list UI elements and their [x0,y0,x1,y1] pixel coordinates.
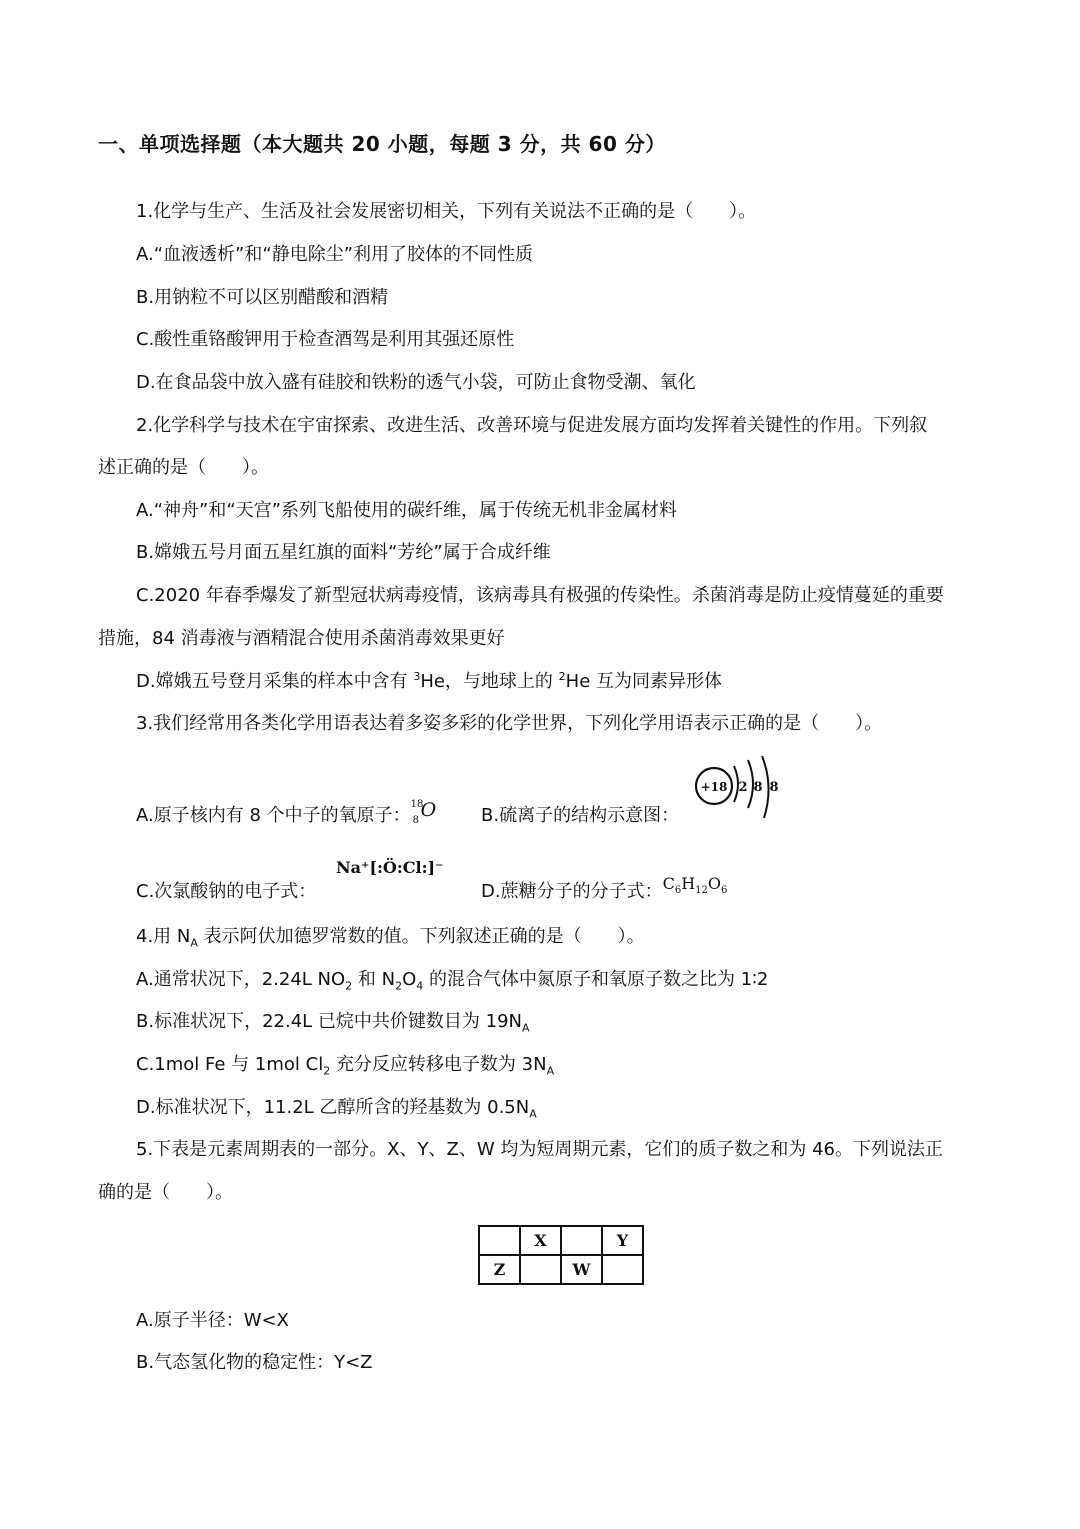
q2-d-text3: He 互为同素异形体 [565,671,722,692]
q2-d-text2: He，与地球上的 [420,671,559,692]
periodic-table-fragment [478,1225,644,1285]
nuclide-symbol: O [420,799,437,821]
q1-option-b: B.用钠粒不可以区别醋酸和酒精 [136,287,389,308]
table-cell: Y [602,1226,643,1255]
table-cell [520,1255,561,1284]
q2-d-sup1: 3 [413,670,421,683]
table-cell [479,1226,520,1255]
q2-option-a: A.“神舟”和“天宫”系列飞船使用的碳纤维，属于传统无机非金属材料 [136,500,678,521]
q4-a-text1: A.通常状况下，2.24L NO [136,969,346,990]
q4-a-sub3: 4 [416,979,424,993]
q4-c-sub1: 2 [323,1064,331,1078]
sodium-hypochlorite-electron-formula: Na⁺[:Ö:Cl:]⁻ [336,858,444,877]
q1-option-d: D.在食品袋中放入盛有硅胶和铁粉的透气小袋，可防止食物受潮、氧化 [136,372,696,393]
q2-stem-line2: 述正确的是（ ）。 [98,457,269,478]
q2-option-d [136,670,722,694]
table-cell: Z [479,1255,520,1284]
sulfide-ion-structure-diagram [690,756,790,822]
q2-option-c-line1: C.2020 年春季爆发了新型冠状病毒疫情，该病毒具有极强的传染性。杀菌消毒是防止疫情蔓延的重要 [136,585,944,606]
electron-shell-arc-1 [734,766,738,802]
q1-stem: 1.化学与生产、生活及社会发展密切相关，下列有关说法不正确的是（ ）。 [136,201,757,222]
shell-electrons-3: 8 [769,780,779,795]
q3-a-text: A.原子核内有 8 个中子的氧原子： [136,805,411,826]
q4-d-text: D.标准状况下，11.2L 乙醇所含的羟基数为 0.5N [136,1097,530,1118]
q2-option-c-line2: 措施，84 消毒液与酒精混合使用杀菌消毒效果更好 [98,628,505,649]
q2-stem-line1: 2.化学科学与技术在宇宙探索、改进生活、改善环境与促进发展方面均发挥着关键性的作用。下列叙 [136,415,928,436]
table-cell: W [561,1255,602,1284]
q2-d-sup2: 2 [558,670,566,683]
q5-stem-line1: 5.下表是元素周期表的一部分。X、Y、Z、W 均为短周期元素，它们的质子数之和为 46。下列说法正 [136,1139,943,1160]
q2-d-text1: D.嫦娥五号登月采集的样本中含有 [136,671,414,692]
q3-option-d [481,874,728,904]
q5-stem-line2: 确的是（ ）。 [98,1182,233,1203]
nucleus-charge-label: +18 [700,780,728,794]
formula-c: C [662,874,675,893]
q2-option-b: B.嫦娥五号月面五星红旗的面料“芳纶”属于合成纤维 [136,542,551,563]
q4-a-text3: O [402,969,417,990]
sucrose-formula [662,874,728,897]
table-cell [561,1226,602,1255]
formula-h-count: 12 [695,885,708,897]
q4-b-sub: A [522,1021,530,1035]
q3-option-c: C.次氯酸钠的电子式： [136,881,317,902]
q4-a-sub1: 2 [345,979,353,993]
q4-stem-text2: 表示阿伏加德罗常数的值。下列叙述正确的是（ ）。 [197,926,645,947]
periodic-table-row [479,1255,643,1284]
formula-c-count: 6 [674,885,682,897]
q4-b-text: B.标准状况下，22.4L 已烷中共价键数目为 19N [136,1011,522,1032]
q3-stem: 3.我们经常用各类化学用语表达着多姿多彩的化学世界，下列化学用语表示正确的是（ ）。 [136,713,883,734]
q4-d-sub: A [529,1107,537,1121]
q4-a-sub2: 2 [395,979,403,993]
q4-option-c [136,1053,554,1077]
table-cell: X [520,1226,561,1255]
nuclide-mass-number: 18 [410,799,424,810]
formula-o-count: 6 [721,885,728,897]
q3-option-a [136,799,437,828]
q1-option-c: C.酸性重铬酸钾用于检查酒驾是利用其强还原性 [136,329,515,350]
q4-c-text1: C.1mol Fe 与 1mol Cl [136,1054,324,1075]
q4-option-d [136,1096,537,1120]
q5-option-a: A.原子半径：W<X [136,1310,289,1331]
q4-a-text4: 的混合气体中氮原子和氧原子数之比为 1∶2 [423,969,769,990]
q4-option-b [136,1010,530,1034]
oxygen-nuclide-symbol [410,799,437,828]
shell-electrons-2: 8 [753,780,763,795]
q5-option-b: B.气态氢化物的稳定性：Y<Z [136,1352,373,1373]
formula-o: O [707,874,722,893]
nuclide-atomic-number: 8 [412,815,419,826]
periodic-table-row [479,1226,643,1255]
formula-h: H [681,874,696,893]
electron-shell-arc-2 [748,760,753,808]
q1-option-a: A.“血液透析”和“静电除尘”利用了胶体的不同性质 [136,244,534,265]
q4-stem [136,925,645,949]
q4-stem-text1: 4.用 N [136,926,191,947]
table-cell [602,1255,643,1284]
q4-c-sub2: A [546,1064,555,1078]
electron-shell-arc-3 [762,756,769,818]
q4-a-text2: 和 N [352,969,396,990]
q4-stem-sub: A [190,936,198,950]
q4-option-a [136,968,768,992]
q3-d-text: D.蔗糖分子的分子式： [481,881,663,902]
section-title: 一、单项选择题（本大题共 20 小题，每题 3 分，共 60 分） [98,132,666,156]
shell-electrons-1: 2 [738,780,748,795]
q4-c-text2: 充分反应转移电子数为 3N [330,1054,547,1075]
q3-option-b: B.硫离子的结构示意图： [481,805,680,826]
